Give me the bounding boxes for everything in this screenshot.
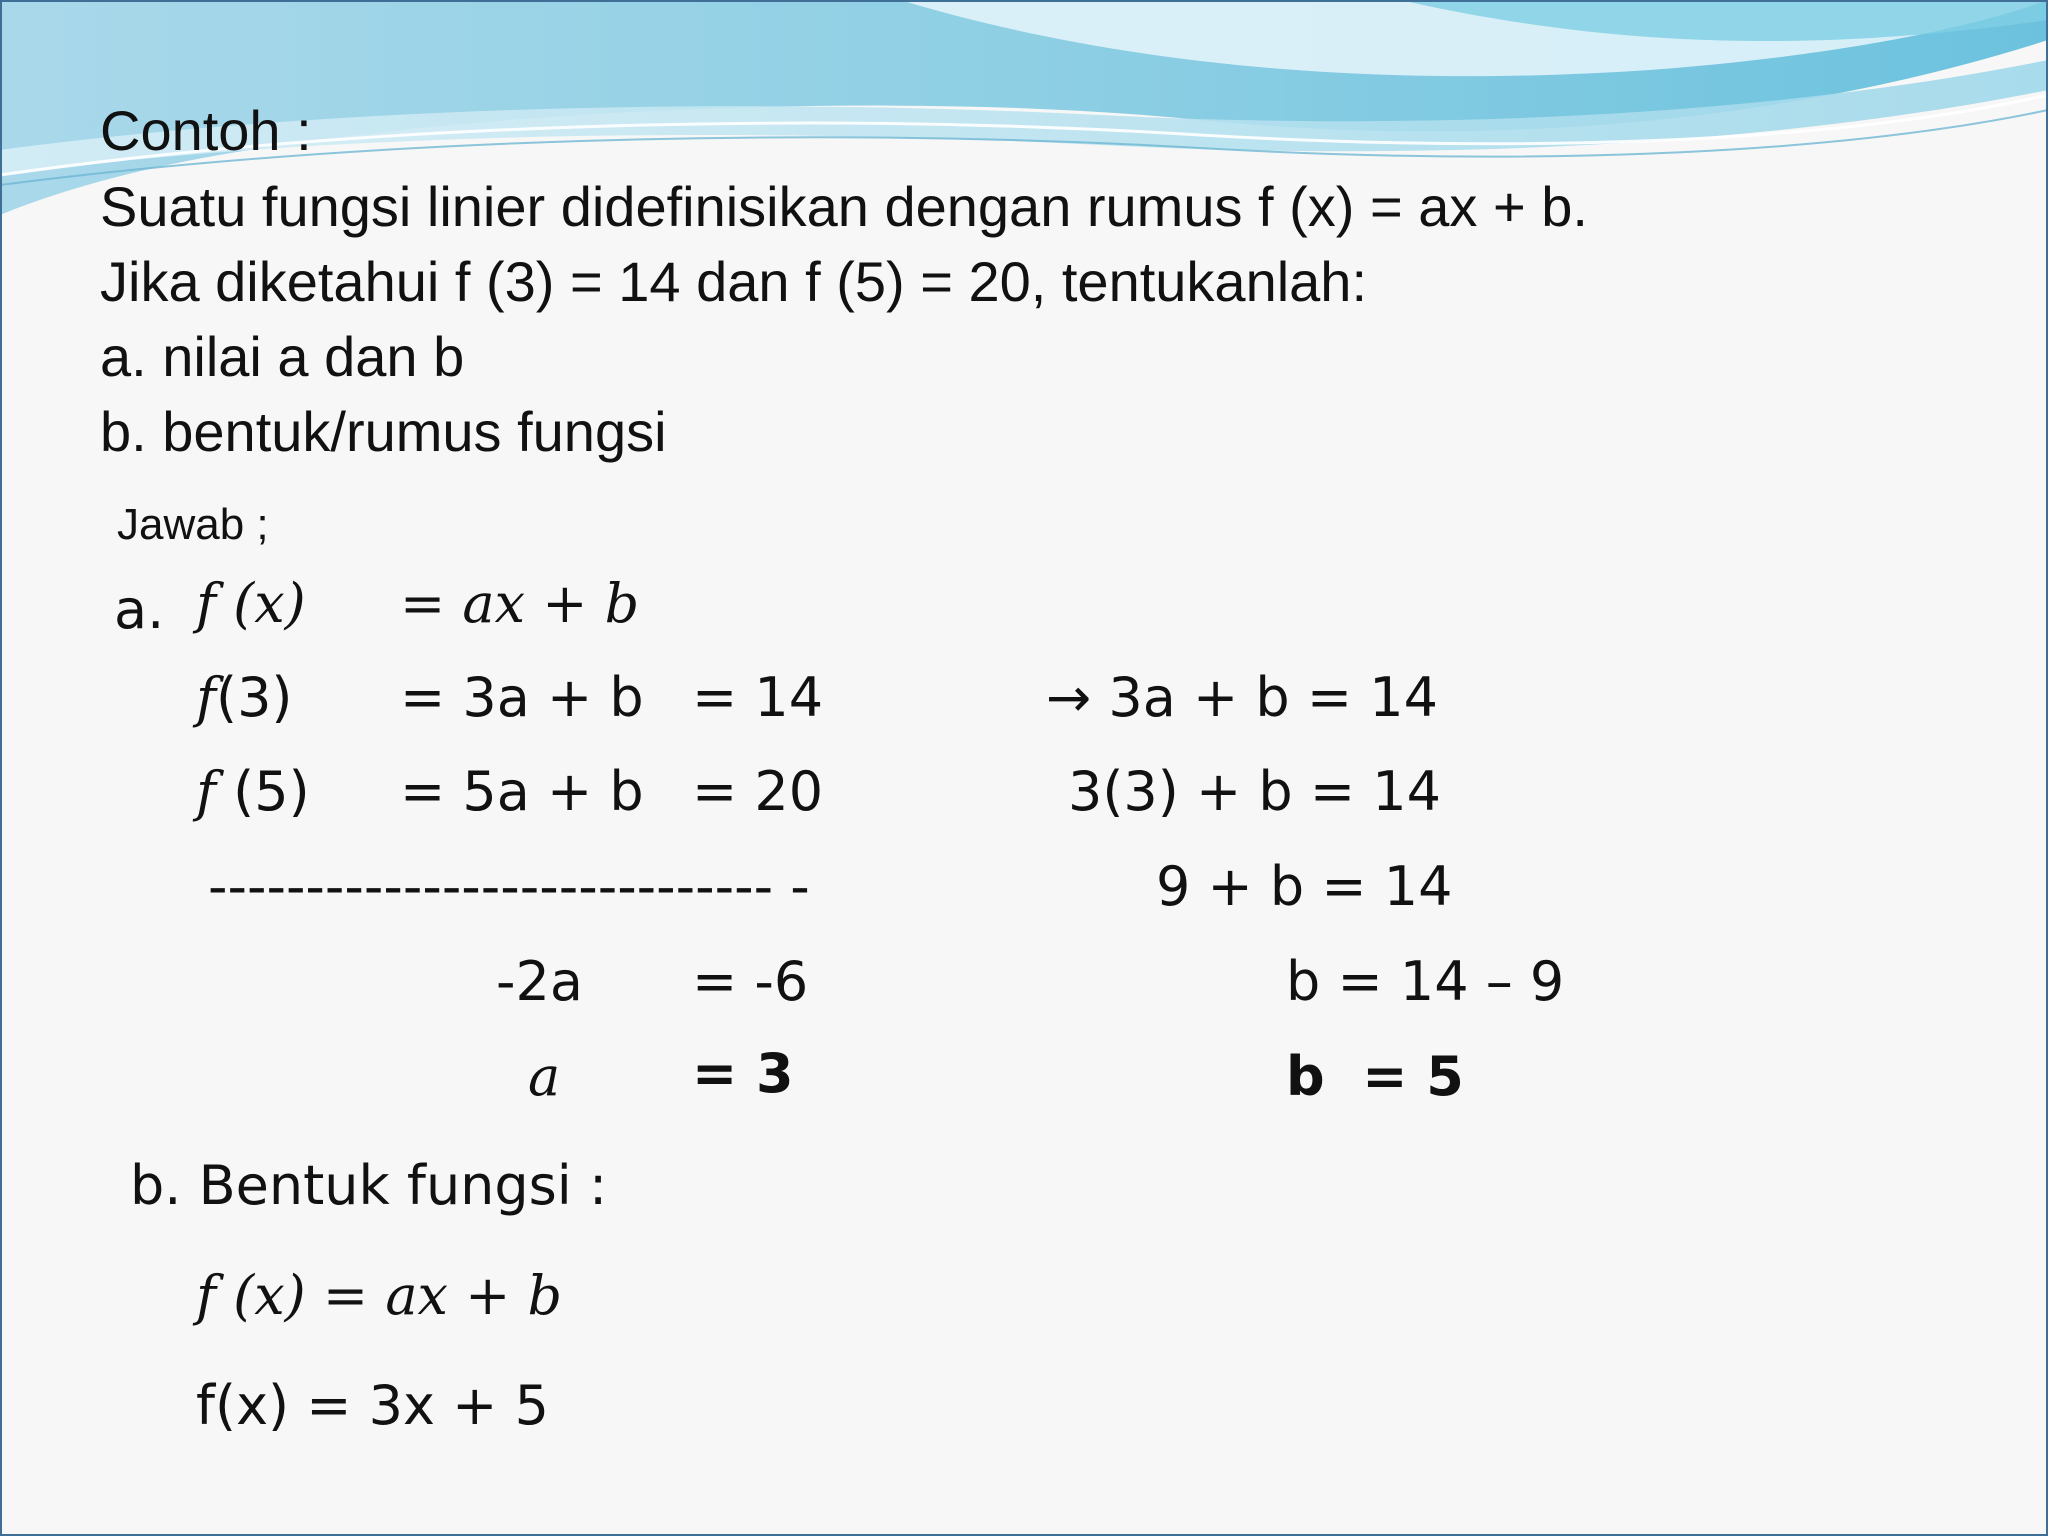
eq-fx-lhs	[196, 572, 306, 635]
problem-item-a: a. nilai a dan b	[100, 325, 465, 388]
problem-line-1: Suatu fungsi linier didefinisikan dengan rumus f (x) = ax + b.	[100, 175, 1588, 238]
subtraction-separator: ----------------------------- -	[208, 855, 810, 918]
sub-step-4: b = 14 – 9	[1286, 950, 1565, 1013]
result-a-lhs: a	[528, 1045, 561, 1108]
eq-f3-lhs	[196, 666, 293, 729]
problem-line-2: Jika diketahui f (3) = 14 dan f (5) = 20, tentukanlah:	[100, 250, 1367, 313]
function-arg: (5)	[216, 760, 310, 823]
problem-item-b: b. bentuk/rumus fungsi	[100, 400, 667, 463]
eq-f5-rhs: = 5a + b	[400, 760, 644, 823]
function-f: f	[196, 666, 216, 729]
eq-f3-rhs: = 3a + b	[400, 666, 644, 729]
sub-step-3: 9 + b = 14	[1156, 855, 1453, 918]
sub-step-1: → 3a + b = 14	[1046, 666, 1439, 729]
eq-f3-value: = 14	[692, 666, 824, 729]
function-f: f	[196, 572, 216, 635]
part-a-label: a.	[114, 578, 165, 641]
sub-step-2: 3(3) + b = 14	[1068, 760, 1441, 823]
heading-contoh: Contoh :	[100, 99, 312, 162]
eq-fx-rhs: = ax + b	[400, 572, 640, 635]
function-arg: (3)	[216, 666, 293, 729]
answer-label: Jawab ;	[117, 500, 269, 549]
part-b-label: b. Bentuk fungsi :	[130, 1154, 608, 1217]
function-f: f	[196, 760, 216, 823]
result-2a-lhs: -2a	[496, 950, 583, 1013]
part-b-general-form: f (x) = ax + b	[196, 1264, 563, 1327]
eq-f5-value: = 20	[692, 760, 824, 823]
result-a-value: = 3	[692, 1042, 794, 1105]
part-b-final-form: f(x) = 3x + 5	[196, 1374, 549, 1437]
function-arg: (x)	[216, 572, 306, 635]
sub-step-5-result-b: b = 5	[1286, 1045, 1464, 1108]
eq-f5-lhs	[196, 760, 310, 823]
result-2a-rhs: = -6	[692, 950, 809, 1013]
